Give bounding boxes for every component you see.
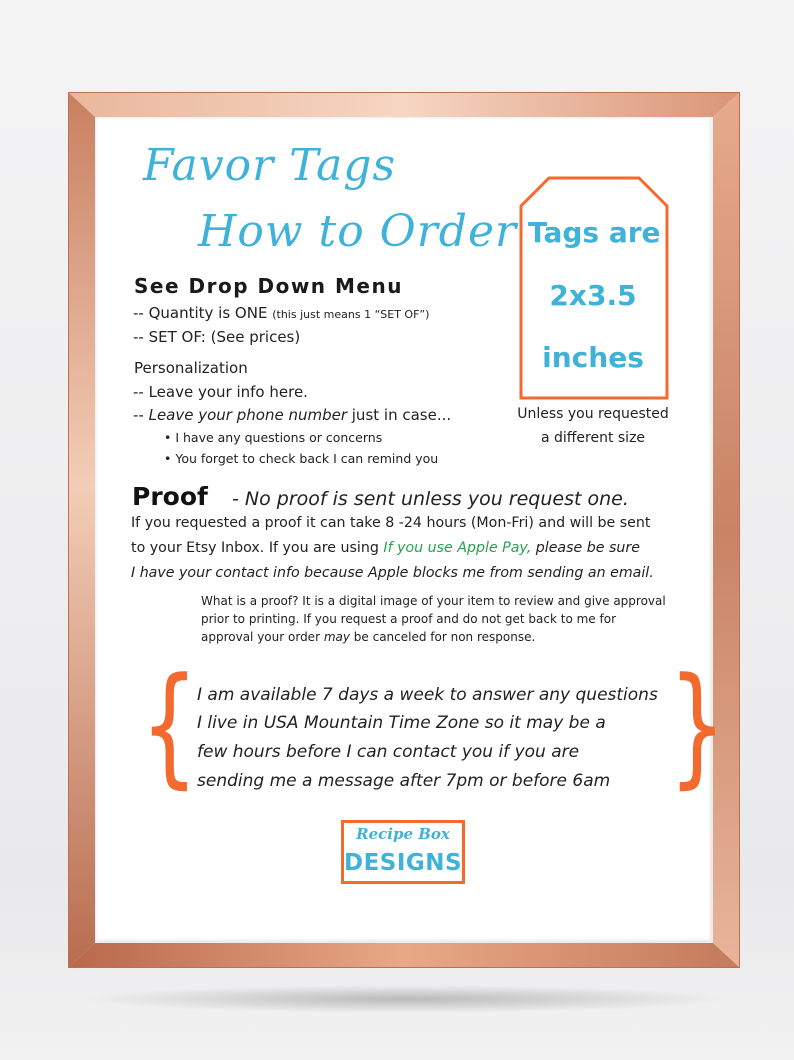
personalization-heading: Personalization [134,359,248,377]
quantity-note: (this just means 1 “SET OF”) [272,308,430,321]
proof-fine-1: What is a proof? It is a digital image of your item to review and give approval [201,594,666,608]
tag-note-line-2: a different size [540,430,646,446]
right-brace-icon: } [668,649,727,801]
proof-line-3: I have your contact info because Apple blocks me from sending an email. [131,565,654,581]
set-of-line: -- SET OF: (See prices) [133,328,301,346]
proof-fine-3-suffix: be canceled for non response. [349,630,536,644]
logo-script-text: Recipe Box [356,825,450,843]
menu-heading: See Drop Down Menu [134,274,403,298]
personalization-line-2-prefix: -- [133,406,149,424]
availability-line: I live in USA Mountain Time Zone so it may be a [197,713,606,733]
proof-fine-3 [201,630,535,644]
title-line-1: Favor Tags [143,140,397,191]
proof-fine-2: prior to printing. If you request a proof and do not get back to me for [201,612,616,626]
quantity-main: -- Quantity is ONE [133,304,268,322]
proof-line-2-prefix: to your Etsy Inbox. If you are using [131,540,384,556]
proof-line-1: If you requested a proof it can take 8 -24 hours (Mon-Fri) and will be sent [131,515,651,531]
apple-pay-note: If you use Apple Pay, [383,540,532,556]
tag-size-line-1: Tags are [528,216,661,249]
proof-heading-rest: - No proof is sent unless you request one. [232,488,629,510]
proof-fine-3-emphasis: may [323,630,350,644]
quantity-line [133,304,429,322]
availability-line: few hours before I can contact you if you are [197,742,580,762]
tag-note-line-1: Unless you requested [517,406,669,422]
logo-designs-text: DESIGNS [344,850,463,876]
brand-logo [341,820,465,884]
frame-shadow [80,985,730,1013]
proof-line-2 [131,540,640,556]
tag-size-line-2: 2x3.5 [549,279,637,312]
proof-line-2-suffix: please be sure [531,540,640,556]
availability-line: I am available 7 days a week to answer any questions [197,685,658,705]
bullet-item: • You forget to check back I can remind you [164,451,439,466]
personalization-line-2-suffix: just in case... [347,406,452,424]
left-brace-icon: { [140,649,199,801]
bullet-item: • I have any questions or concerns [164,430,383,445]
phone-number-emphasis: Leave your phone number [148,406,347,424]
availability-line: sending me a message after 7pm or before 6am [197,771,611,791]
title-line-2: How to Order [198,206,518,257]
tag-size-line-3: inches [542,341,644,374]
proof-fine-3-prefix: approval your order [201,630,324,644]
personalization-line-2 [133,406,451,424]
proof-heading: Proof [132,482,208,511]
personalization-line-1: -- Leave your info here. [133,383,308,401]
